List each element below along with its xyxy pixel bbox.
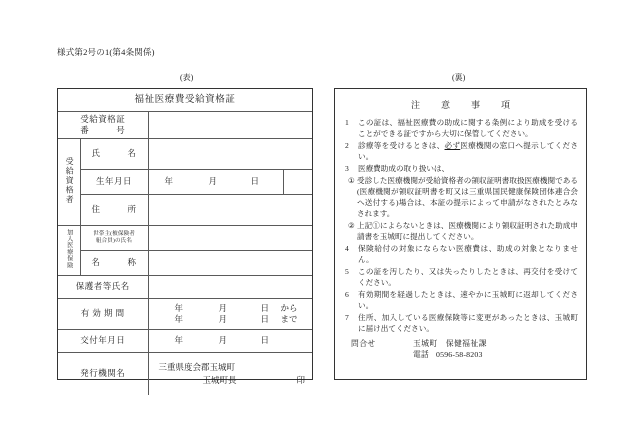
note-item-4	[343, 243, 578, 265]
table-row	[58, 170, 312, 195]
householder-label-line2: 組合員)の氏名	[95, 238, 133, 244]
contact-label: 問合せ	[351, 338, 376, 348]
valid-from-suffix: から	[280, 302, 298, 313]
note-number: 3	[345, 164, 349, 173]
note-text: 住所、加入している医療保険等に変更があったときは、玉城町に届け出てください。	[358, 313, 578, 333]
note-subitem-number: ①	[348, 176, 355, 185]
note-subitem-text: 上記①によらないときは、医療機関により領収証明された助成申請書を玉城町に提出してください。	[357, 221, 578, 241]
table-row	[58, 195, 312, 226]
valid-from-year-token: 年	[174, 302, 184, 313]
caption-back-side: (裏)	[452, 73, 466, 82]
birthdate-label-cell	[80, 170, 148, 195]
note-item-2	[343, 140, 578, 162]
note-item-5	[343, 266, 578, 288]
birthdate-year-token: 年	[164, 176, 174, 187]
insurance-group-label-cell	[58, 226, 80, 276]
insurer-name-label-cell	[80, 251, 148, 276]
issue-date-label: 交付年月日	[80, 335, 126, 346]
certificate-title-cell	[58, 89, 312, 112]
valid-period-value-field[interactable]	[148, 299, 312, 330]
note-text-before: 診療等を受けるときは、	[358, 141, 445, 150]
contact-body	[413, 338, 487, 361]
birthdate-day-token: 日	[250, 176, 260, 187]
name-label-cell	[80, 139, 148, 170]
name-label: 氏 名	[91, 148, 140, 159]
contact-block	[351, 338, 487, 361]
table-row	[58, 139, 312, 170]
note-subitem-1	[343, 175, 578, 219]
birthdate-value-cell	[148, 170, 312, 195]
certificate-table	[58, 89, 312, 395]
caption-front-side: (表)	[180, 73, 194, 82]
householder-value-field[interactable]	[148, 226, 312, 251]
note-subitem-2	[343, 220, 578, 242]
householder-label-cell	[80, 226, 148, 251]
cert-number-label-cell	[58, 112, 148, 139]
certificate-title: 福祉医療費受給資格証	[134, 94, 236, 105]
note-text	[358, 140, 578, 162]
guardian-value-field[interactable]	[148, 276, 312, 299]
note-number: 5	[345, 267, 349, 276]
note-item-3	[343, 163, 578, 174]
note-text: 医療費助成の取り扱いは、	[358, 164, 450, 173]
address-label-cell	[80, 195, 148, 226]
holder-group-label-cell	[58, 139, 80, 226]
table-row	[58, 299, 312, 330]
notes-title: 注 意 事 項	[410, 100, 516, 110]
valid-period-label-cell	[58, 299, 148, 330]
name-value-field[interactable]	[148, 139, 312, 170]
certificate-front-card	[57, 88, 313, 385]
table-row	[58, 330, 312, 353]
cert-number-label-line2: 番 号	[80, 125, 126, 135]
address-label: 住 所	[91, 204, 140, 215]
valid-to-day-token: 日	[260, 314, 270, 324]
guardian-label: 保護者等氏名	[75, 281, 130, 292]
note-subitem-number: ②	[348, 221, 355, 230]
issue-year-token: 年	[174, 335, 184, 346]
note-text: 有効期間を経過したときは、速やかに玉城町に返却してください。	[358, 290, 578, 310]
note-item-6	[343, 289, 578, 311]
issue-date-label-cell	[58, 330, 148, 353]
note-number: 7	[345, 313, 349, 322]
issuer-label: 発行機関名	[80, 368, 126, 379]
contact-telephone-number: 0596-58-8203	[436, 350, 483, 360]
valid-to-suffix: まで	[280, 314, 298, 324]
valid-from-day-token: 日	[260, 302, 270, 313]
householder-label-line1: 世帯主(被保険者	[93, 230, 135, 237]
issue-day-token: 日	[260, 335, 270, 346]
note-number: 4	[345, 244, 349, 253]
table-row	[58, 226, 312, 251]
seal-mark: 印	[296, 375, 305, 385]
birthdate-date-field[interactable]	[149, 170, 285, 194]
table-row	[58, 112, 312, 139]
table-row	[58, 276, 312, 299]
certificate-back-card	[334, 88, 587, 380]
note-number: 1	[345, 118, 349, 127]
table-row	[58, 251, 312, 276]
issuer-block	[149, 361, 313, 387]
note-text: この証を汚したり、又は失ったりしたときは、再交付を受けてください。	[358, 267, 578, 287]
valid-from-month-token: 月	[218, 302, 228, 313]
note-subitem-text: 受診した医療機関が受給資格者の領収証明書取扱医療機関である(医療機関が領収証明書を町又は三重県国民健康保険団体連合会へ送付する)場合は、本証の提示によって申請がなされたとみなされます。	[357, 176, 578, 218]
birthdate-label: 生年月日	[95, 176, 132, 187]
insurer-name-label: 名 称	[91, 257, 140, 268]
note-text: 保険給付の対象にならない医療費は、助成の対象となりません。	[358, 244, 578, 264]
cert-number-value-field[interactable]	[148, 112, 312, 139]
guardian-label-cell	[58, 276, 148, 299]
insurer-name-value-field[interactable]	[148, 251, 312, 276]
table-row	[58, 353, 312, 396]
insurance-group-label: 加入医療保険	[65, 228, 72, 269]
issuer-line1: 三重県度会郡玉城町	[158, 362, 236, 373]
birthdate-extra-field[interactable]	[284, 170, 312, 194]
contact-department: 玉城町 保健福祉課	[413, 338, 487, 348]
valid-to-year-token: 年	[174, 314, 184, 324]
address-value-field[interactable]	[148, 195, 312, 226]
birthdate-month-token: 月	[208, 176, 218, 187]
note-number: 6	[345, 290, 349, 299]
issue-date-value-field[interactable]	[148, 330, 312, 353]
note-text-after: 医療機関の窓口へ提示してください。	[358, 141, 579, 161]
valid-to-month-token: 月	[218, 314, 228, 324]
form-number: 様式第2号の1(第4条関係)	[57, 47, 155, 57]
contact-telephone-label: 電話	[413, 350, 429, 360]
issuer-line2: 玉城町長	[202, 375, 237, 385]
issuer-value-cell	[148, 353, 312, 396]
valid-period-label: 有 効 期 間	[80, 308, 125, 319]
holder-group-label: 受給資格者	[65, 156, 75, 205]
contact-telephone	[413, 349, 487, 361]
cert-number-label-line1: 受給資格証	[80, 113, 126, 124]
note-text: この証は、福祉医療費の助成に関する条例により助成を受けることができる証ですから大切に保管してください。	[358, 118, 578, 138]
note-text-emphasis: 必ず	[444, 141, 461, 150]
table-row	[58, 89, 312, 112]
note-item-7	[343, 312, 578, 334]
issue-month-token: 月	[218, 335, 228, 346]
note-number: 2	[345, 141, 349, 150]
issuer-label-cell	[58, 353, 148, 396]
note-item-1	[343, 117, 578, 139]
